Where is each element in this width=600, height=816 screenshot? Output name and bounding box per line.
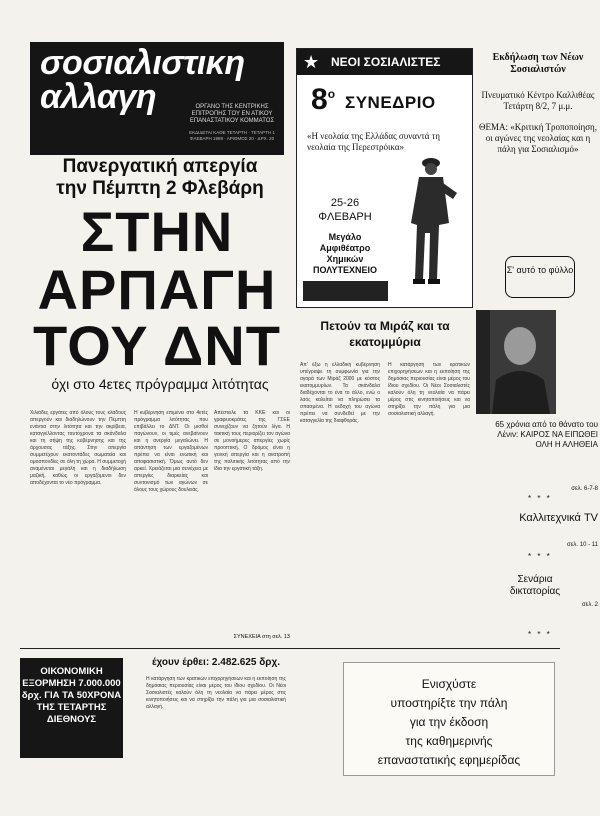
masthead-title-line2: αλλαγη [40, 78, 157, 116]
article-column-e: Η κατάργηση των κρατικών επιχορηγήσεων και η εκποίηση της δημόσιας περιουσίας είναι μέρος του ίδιου σχεδίου. Οι Νέοι Σοσιαλιστές καλούν όλη τη νεολαία να πάρει μέρος στις κινητοποιήσεις και να στηρίξει την πάλη για μια σοσιαλιστική αλλαγή. [388, 362, 470, 417]
poster-quote: «Η νεολαία της Ελλάδας συναντά τη νεολαία της Περεστρόικα» [307, 131, 440, 152]
poster-header-label: ΝΕΟΙ ΣΟΣΙΑΛΙΣΤΕΣ [331, 55, 441, 69]
poster-venue: Μεγάλο Αμφιθέατρο Χημικών ΠΟΛΥΤΕΧΝΕΙΟ [313, 232, 377, 275]
sidebar-story-dictatorship: Σενάρια δικτατορίας [509, 574, 561, 597]
bottom-section-divider [20, 648, 560, 649]
support-appeal-box [343, 662, 555, 776]
event-title: Εκδήλωση των Νέων Σοσιαλιστών [492, 52, 584, 75]
support-line4: της καθημερινής [405, 734, 493, 748]
headline-subtitle: όχι στο 4ετες πρόγραμμα λιτότητας [51, 376, 269, 392]
headline-main-line2: ΑΡΠΑΓΗ [37, 258, 277, 321]
sidebar-story-tv: Καλλιτεχνικά TV [519, 512, 598, 524]
headline-kicker-line2: την Πέμπτη 2 Φλεβάρη [56, 178, 264, 199]
article-column-c: Απέστειλε τα ΚΚΕ και οι γραφειοκράτες της ΓΣΕΕ συνεχίζουν να ζητούν λίγα. Η τακτική τους περιορίζει τον αγώνα σε μονοήμερες απεργίες χωρίς προοπτική. Ο δρόμος είναι η γενική απεργία και η ανατροπή της πολιτικής λιτότητας από την ίδια την εργατική τάξη. [214, 410, 290, 472]
star-icon: ★ [303, 52, 320, 72]
headline-main-line3: ΤΟΥ ΔΝΤ [33, 314, 281, 377]
soldier-figure-illustration [395, 153, 465, 291]
masthead-issue-info: ΕΚΔΙΔΕΤΑΙ ΚΑΘΕ ΤΕΤΑΡΤΗ · ΤΕΤΑΡΤΗ 1 ΦΛΕΒΑΡΗ 1989 · ΑΡΙΘΜΟΣ 20 · ΔΡΧ. 20 [189, 130, 275, 141]
article-column-a: Χιλιάδες εργάτες από όλους τους κλάδους απεργούν και διαδηλώνουν την Πέμπτη ενάντια στην λιτότητα και την ακρίβεια, καταγγέλλοντας ταυτόχρονα τα σκάνδαλα και τη σήψη της κυβέρνησης και της άρχουσας τάξης. Στην απεργία συμμετέχουν εκατοντάδες σωματεία και ομοσπονδίες σε όλη τη χώρα. Η συμμετοχή αναμένεται μεγάλη και η διαδήλωση μαζική, καθώς οι εργαζόμενοι δεν αποδέχονται το νέο πρόγραμμα. [30, 410, 126, 486]
poster-number-text: 8 [311, 83, 328, 116]
support-line3: για την έκδοση [409, 715, 489, 729]
masthead-title-line1: σοσιαλιστικη [40, 44, 245, 82]
in-this-issue-badge: Σ' αυτό το φύλλο [505, 256, 575, 298]
sidebar-story-lenin-page: σελ. 6-7-8 [571, 486, 598, 492]
sidebar-separator-2: * * * [528, 552, 552, 561]
congress-poster [296, 48, 473, 308]
funds-raised: έχουν έρθει: 2.482.625 δρχ. [152, 657, 280, 668]
headline-kicker [30, 156, 290, 200]
event-place: Πνευματικό Κέντρο Καλλιθέας [481, 90, 595, 100]
funds-article: Η κατάργηση των κρατικών επιχορηγήσεων και η εκποίηση της δημόσιας περιουσίας είναι μέρος του ίδιου σχεδίου. Οι Νέοι Σοσιαλιστές καλούν όλη τη νεολαία να πάρει μέρος στις κινητοποιήσεις και να στηρίξει την πάλη για μια σοσιαλιστική αλλαγή. [146, 676, 286, 710]
article-column-b: Η κυβέρνηση επιμένει στο 4ετές πρόγραμμα λιτότητας που επιβάλλει το ΔΝΤ. Οι μισθοί παγώνουν, οι τιμές ανεβαίνουν και η ανεργία μεγαλώνει. Η απάντηση των εργαζομένων πρέπει να είναι ενωτική και αποφασιστική. Όμως αυτό δεν αρκεί. Χρειάζεται μια συνέχεια με απεργίες διαρκείας και συντονισμό των αγώνων σε όλους τους χώρους δουλειάς. [134, 410, 208, 493]
masthead-organ: ΟΡΓΑΝΟ ΤΗΣ ΚΕΝΤΡΙΚΗΣ ΕΠΙΤΡΟΠΗΣ ΤΟΥ ΕΝ ΑΤΙΚΟΥ ΕΠΑΝΑΣΤΑΤΙΚΟΥ ΚΟΜΜΑΤΟΣ [189, 104, 275, 124]
continued-note: ΣΥΝΕΧΕΙΑ στη σελ. 13 [233, 634, 290, 640]
sidebar-story-lenin: 65 χρόνια από το θάνατο του Λένιν: ΚΑΙΡΟΣ ΝΑ ΕΙΠΩΘΕΙ ΟΛΗ Η ΑΛΗΘΕΙΑ [495, 420, 598, 449]
headline-main-line1: ΣΤΗΝ [80, 200, 234, 263]
event-theme: ΘΕΜΑ: «Κριτική Τροποποίηση, οι αγώνες της νεολαίας και η πάλη για Σοσιαλισμό» [478, 122, 598, 154]
poster-congress-number [311, 83, 335, 117]
sidebar-separator-3: * * * [528, 630, 552, 639]
sidebar-story-tv-page: σελ. 10 - 11 [567, 542, 598, 548]
sidebar-separator-1: * * * [528, 494, 552, 503]
poster-dates: 25-26 ΦΛΕΒΑΡΗ [318, 197, 372, 223]
poster-footer-block [303, 281, 388, 301]
economic-drive-box: ΟΙΚΟΝΟΜΙΚΗ ΕΞΟΡΜΗΣΗ 7.000.000 δρχ. ΓΙΑ ΤΑ 50ΧΡΟΝΑ ΤΗΣ ΤΕΤΑΡΤΗΣ ΔΙΕΘΝΟΥΣ [20, 658, 123, 758]
event-announcement [478, 52, 598, 155]
poster-congress-label: ΣΥΝΕΔΡΙΟ [345, 93, 436, 112]
poster-header [297, 49, 472, 75]
event-time: Τετάρτη 8/2, 7 μ.μ. [503, 101, 573, 111]
article-column-d: Απ' έξω η ελλαδική κυβέρνηση υπέγραψε τη συμφωνία για την αγορά των Μιράζ 2000 με κόστος εκατομμυρίων. Τα σκάνδαλα διαδέχονται το ένα το άλλο, ενώ ο λαός καλείται να πληρώσει τα σπασμένα. Η εκδοχή του αγώνα πρέπει να συνδεθεί με την καταγγελία της διαφθοράς. [300, 362, 380, 424]
mirage-headline: Πετούν τα Μιράζ και τα εκατομμύρια [320, 319, 450, 349]
poster-number-ordinal: ο [327, 87, 336, 101]
headline-kicker-line1: Πανεργατική απεργία [62, 156, 258, 177]
support-line1: Ενισχύστε [421, 677, 477, 691]
support-line5: επαναστατικής εφημερίδας [377, 753, 521, 767]
lenin-photo [476, 310, 556, 414]
sidebar-story-dictatorship-page: σελ. 2 [581, 602, 598, 608]
portrait-illustration [476, 310, 556, 414]
support-line2: υποστηρίξτε την πάλη [390, 696, 508, 710]
masthead [30, 42, 284, 155]
